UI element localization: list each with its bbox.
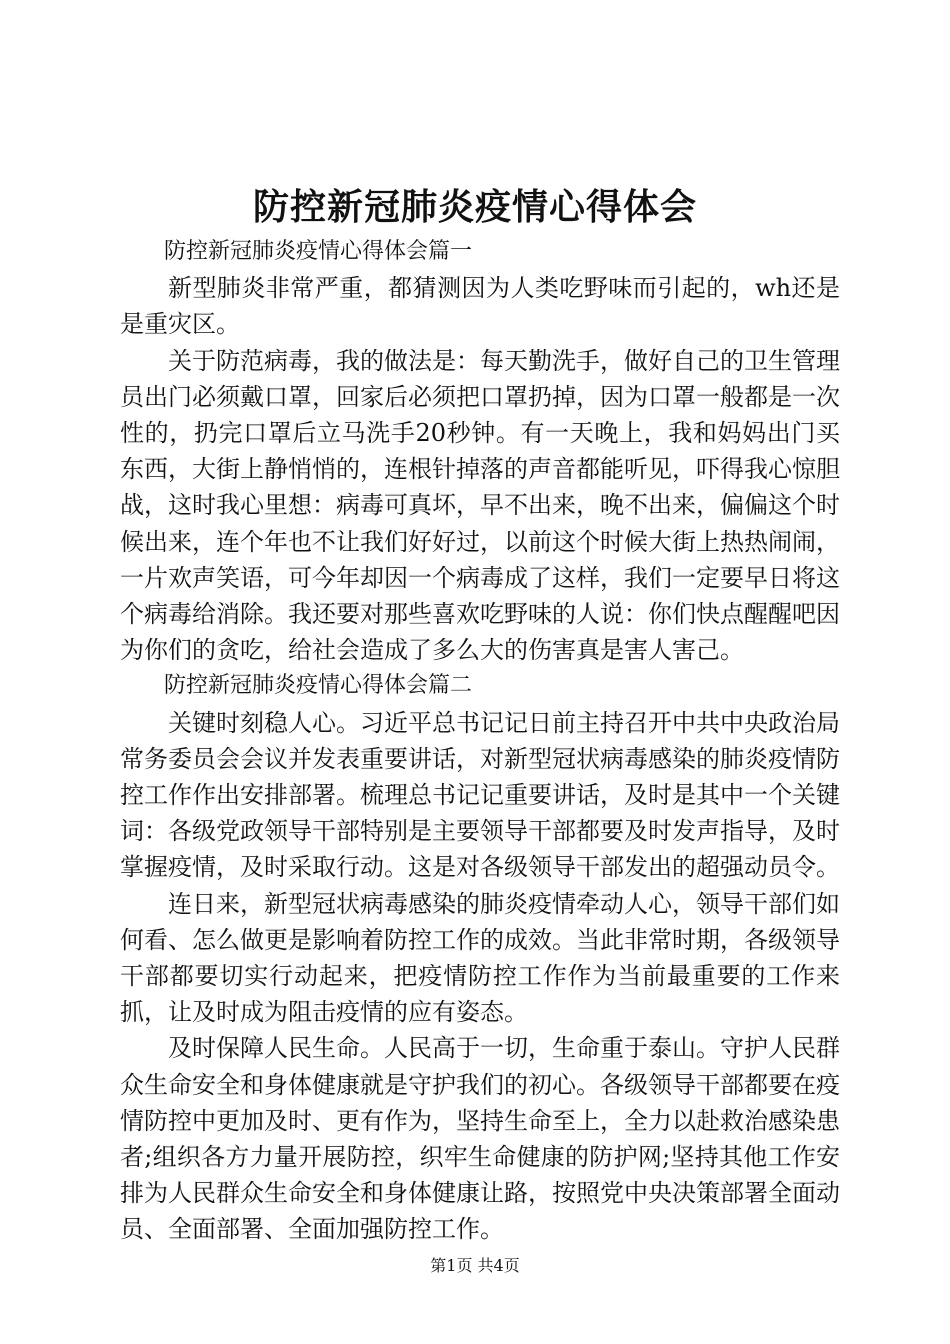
body-paragraph: 连日来，新型冠状病毒感染的肺炎疫情牵动人心，领导干部们如何看、怎么做更是影响着防控工作的成效。当此非常时期，各级领导干部都要切实行动起来，把疫情防控工作作为当前最重要的工作来抓，让及时成为阻击疫情的应有姿态。 [120, 889, 840, 1027]
section-heading-2: 防控新冠肺炎疫情心得体会篇二 [164, 673, 473, 699]
page-footer [0, 1255, 950, 1277]
section-heading-1: 防控新冠肺炎疫情心得体会篇一 [164, 239, 473, 264]
document-body [120, 234, 840, 1248]
body-paragraph: 及时保障人民生命。人民高于一切，生命重于泰山。守护人民群众生命安全和身体健康就是守护我们的初心。各级领导干部都要在疫情防控中更加及时、更有作为，坚持生命至上，全力以赴救治感染患者;组织各方力量开展防控，织牢生命健康的防护网;坚持其他工作安排为人民群众生命安全和身体健康让路，按照党中央决策部署全面动员、全面部署、全面加强防控工作。 [120, 1034, 840, 1244]
document-title: 防控新冠肺炎疫情心得体会 [252, 187, 697, 228]
body-paragraph: 新型肺炎非常严重，都猜测因为人类吃野味而引起的，wh还是是重灾区。 [120, 274, 840, 339]
page-indicator: 第1页 共4页 [430, 1256, 520, 1275]
body-paragraph: 关于防范病毒，我的做法是：每天勤洗手，做好自己的卫生管理员出门必须戴口罩，回家后必须把口罩扔掉，因为口罩一般都是一次性的，扔完口罩后立马洗手20秒钟。有一天晚上，我和妈妈出门买东西，大街上静悄悄的，连根针掉落的声音都能听见，吓得我心惊胆战，这时我心里想：病毒可真坏，早不出来，晚不出来，偏偏这个时候出来，连个年也不让我们好好过，以前这个时候大街上热热闹闹，一片欢声笑语，可今年却因一个病毒成了这样，我们一定要早日将这个病毒给消除。我还要对那些喜欢吃野味的人说：你们快点醒醒吧因为你们的贪吃，给社会造成了多么大的伤害真是害人害己。 [120, 346, 840, 665]
body-paragraph: 关键时刻稳人心。习近平总书记记日前主持召开中共中央政治局常务委员会会议并发表重要讲话，对新型冠状病毒感染的肺炎疫情防控工作作出安排部署。梳理总书记记重要讲话，及时是其中一个关键词：各级党政领导干部特别是主要领导干部都要及时发声指导，及时掌握疫情，及时采取行动。这是对各级领导干部发出的超强动员令。 [120, 708, 840, 882]
